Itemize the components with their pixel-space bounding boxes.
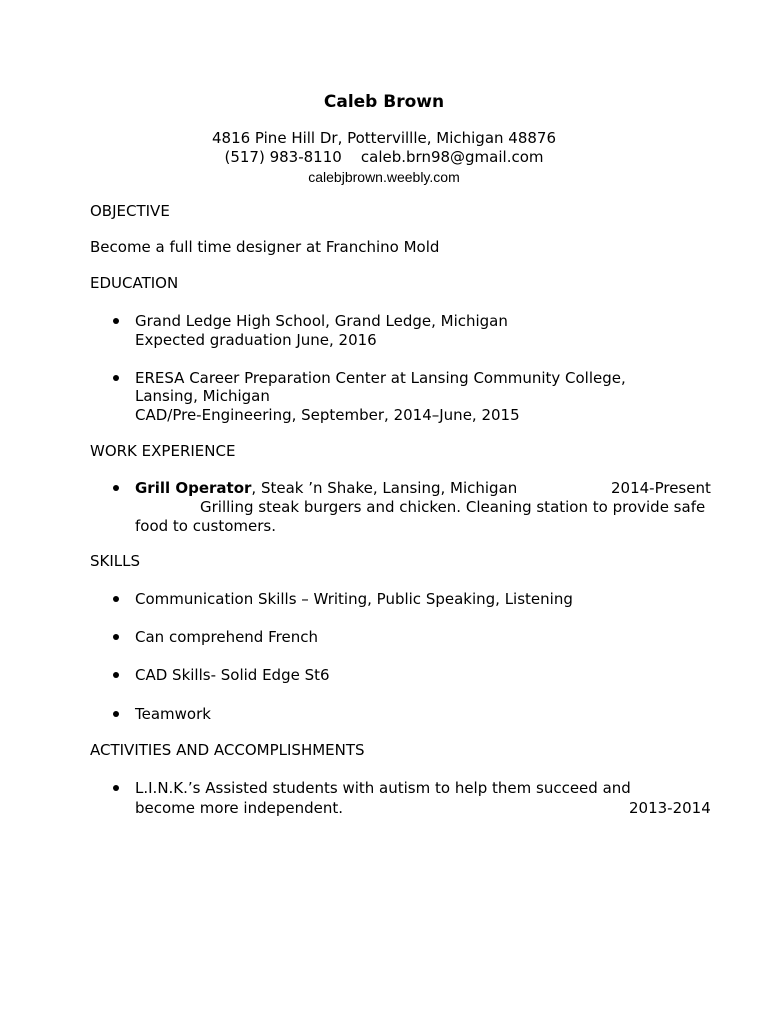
bullet bbox=[113, 375, 119, 381]
work-1-dates: 2014-Present bbox=[611, 479, 711, 497]
objective-heading: OBJECTIVE bbox=[90, 202, 170, 220]
work-1-title: Grill Operator bbox=[135, 479, 252, 497]
skill-item: Can comprehend French bbox=[135, 628, 318, 646]
education-1-detail: Expected graduation June, 2016 bbox=[135, 331, 377, 349]
phone: (517) 983-8110 bbox=[224, 148, 342, 166]
skills-heading: SKILLS bbox=[90, 552, 141, 570]
education-2-school: ERESA Career Preparation Center at Lansing Community College, bbox=[135, 369, 626, 387]
bullet bbox=[113, 318, 119, 324]
contact-line bbox=[0, 148, 768, 167]
work-1-title-line bbox=[135, 479, 517, 498]
activity-1-dates: 2013-2014 bbox=[629, 799, 711, 817]
education-heading: EDUCATION bbox=[90, 274, 179, 292]
website-link[interactable]: calebjbrown.weebly.com bbox=[308, 169, 460, 185]
bullet bbox=[113, 785, 119, 791]
email[interactable]: caleb.brn98@gmail.com bbox=[360, 148, 544, 166]
skill-item: CAD Skills- Solid Edge St6 bbox=[135, 666, 330, 684]
education-2-program: CAD/Pre-Engineering, September, 2014–June, 2015 bbox=[135, 406, 520, 424]
work-1-desc-line1: Grilling steak burgers and chicken. Cleaning station to provide safe bbox=[200, 498, 706, 516]
bullet bbox=[113, 596, 119, 602]
bullet bbox=[113, 672, 119, 678]
work-heading: WORK EXPERIENCE bbox=[90, 442, 236, 460]
activity-1-line1: L.I.N.K.’s Assisted students with autism to help them succeed and bbox=[135, 779, 631, 797]
activity-1-line2: become more independent. bbox=[135, 799, 343, 817]
objective-text: Become a full time designer at Franchino Mold bbox=[90, 238, 440, 256]
address: 4816 Pine Hill Dr, Pottervillle, Michigan 48876 bbox=[211, 129, 557, 147]
skill-item: Teamwork bbox=[135, 705, 211, 723]
candidate-name: Caleb Brown bbox=[323, 92, 445, 112]
education-1-school: Grand Ledge High School, Grand Ledge, Michigan bbox=[135, 312, 508, 330]
activities-heading: ACTIVITIES AND ACCOMPLISHMENTS bbox=[90, 741, 365, 759]
bullet bbox=[113, 485, 119, 491]
work-1-employer: , Steak ’n Shake, Lansing, Michigan bbox=[251, 479, 518, 497]
work-1-desc-line2: food to customers. bbox=[135, 517, 276, 535]
bullet bbox=[113, 711, 119, 717]
skill-item: Communication Skills – Writing, Public Speaking, Listening bbox=[135, 590, 573, 608]
bullet bbox=[113, 634, 119, 640]
education-2-location: Lansing, Michigan bbox=[135, 387, 270, 405]
